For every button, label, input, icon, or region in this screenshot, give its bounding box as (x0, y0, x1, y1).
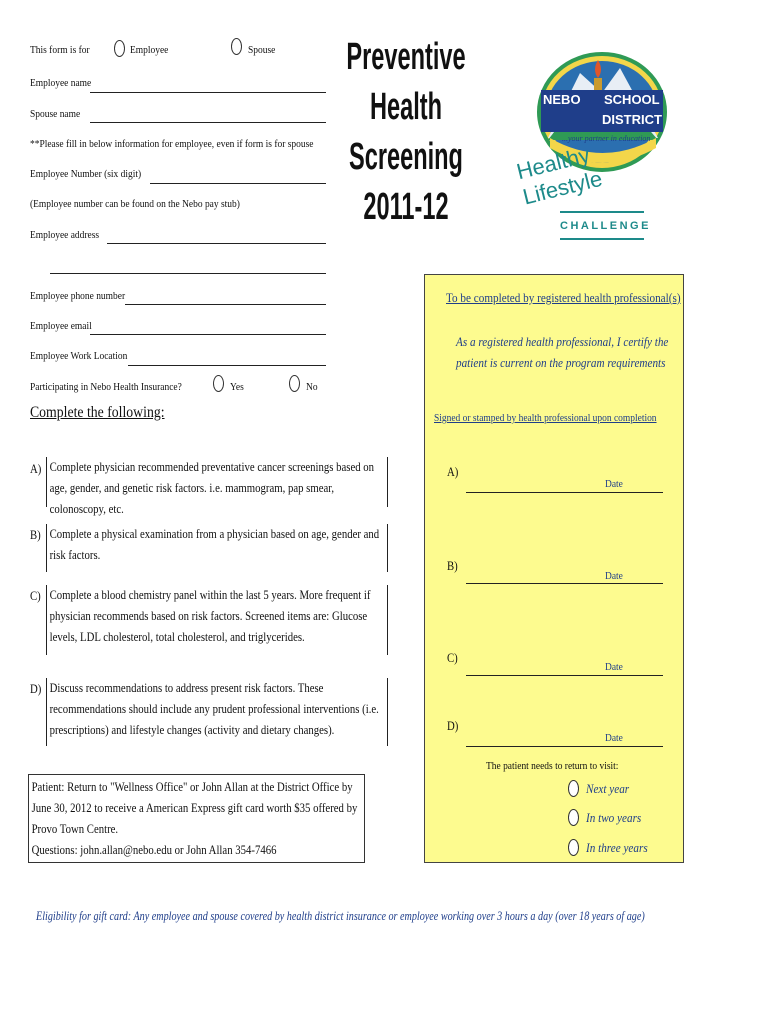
signature-c-letter: C) (447, 651, 458, 665)
form-for-label: This form is for (30, 44, 90, 56)
employee-address-field[interactable] (107, 243, 326, 244)
signature-c-date: Date (605, 661, 623, 673)
two-years-radio[interactable] (568, 809, 579, 826)
complete-heading: Complete the following: (30, 404, 165, 421)
item-d-box (46, 678, 388, 746)
logo-healthy-lifestyle: Healthy Lifestyle (514, 141, 605, 210)
return-label: The patient needs to return to visit: (486, 760, 619, 772)
employee-number-label: Employee Number (six digit) (30, 168, 142, 180)
item-d-text: Discuss recommendations to address present risk factors. These recommendations should include any prudent professional interventions (i.e. prescriptions) and lifestyle changes (activity and dietary changes). (49, 681, 379, 737)
certify-line-1: As a registered health professional, I certify the (456, 334, 669, 349)
insurance-no-radio[interactable] (289, 375, 300, 392)
insurance-question: Participating in Nebo Health Insurance? (30, 381, 182, 393)
item-b-text: Complete a physical examination from a physician based on age, gender and risk factors. (49, 527, 380, 562)
employee-email-field[interactable] (90, 334, 326, 335)
three-years-radio[interactable] (568, 839, 579, 856)
patient-line-1: Patient: Return to "Wellness Office" or John Allan at the District Office by (31, 780, 353, 794)
signature-c-line[interactable] (466, 675, 663, 676)
title-line-1: Preventive (346, 36, 466, 78)
item-a-letter: A) (30, 462, 42, 476)
logo-nebo: NEBO (543, 92, 581, 107)
page-title (296, 38, 516, 226)
certify-line-2: patient is current on the program requirements (456, 355, 666, 370)
work-location-label: Employee Work Location (30, 350, 128, 362)
employee-address-field-2[interactable] (50, 273, 326, 274)
nebo-logo (514, 28, 670, 246)
signature-d-date: Date (605, 732, 623, 744)
two-years-label: In two years (586, 810, 642, 825)
insurance-yes-label: Yes (230, 381, 244, 393)
logo-challenge: CHALLENGE (560, 220, 651, 232)
item-c-text: Complete a blood chemistry panel within the last 5 years. More frequent if physician recommends based on risk factors. Screened items are: Glucose levels, LDL cholesterol, total cholesterol, and triglycerides. (49, 588, 371, 644)
spouse-name-field[interactable] (90, 122, 326, 123)
logo-school: SCHOOL (604, 92, 660, 107)
item-b-box (46, 524, 388, 572)
spouse-name-label: Spouse name (30, 108, 81, 120)
patient-line-2: June 30, 2012 to receive a American Express gift card worth $35 offered by (31, 801, 358, 815)
item-a-text: Complete physician recommended preventative cancer screenings based on age, gender, and genetic risk factors. i.e. mammogram, pap smear, colonoscopy, etc. (49, 460, 375, 516)
signature-b-line[interactable] (466, 583, 663, 584)
title-line-3: Screening (349, 136, 463, 178)
three-years-label: In three years (586, 840, 648, 855)
logo-district: DISTRICT (602, 112, 662, 127)
employee-address-label: Employee address (30, 229, 100, 241)
patient-box (28, 774, 365, 863)
employee-number-note: (Employee number can be found on the Nebo pay stub) (30, 198, 240, 210)
item-b-letter: B) (30, 528, 41, 542)
insurance-yes-radio[interactable] (213, 375, 224, 392)
employee-radio[interactable] (114, 40, 125, 57)
patient-line-3: Provo Town Centre. (31, 822, 119, 836)
spouse-option-label: Spouse (248, 44, 276, 56)
signature-b-letter: B) (447, 559, 458, 573)
employee-name-label: Employee name (30, 77, 92, 89)
signature-d-letter: D) (447, 719, 459, 733)
eligibility-note: Eligibility for gift card: Any employee and spouse covered by health district insurance or employee working over 3 hours a day (over 18 years of age) (36, 908, 645, 923)
logo-challenge-rule-top (560, 211, 644, 213)
logo-challenge-rule-bottom (560, 238, 644, 240)
spouse-radio[interactable] (231, 38, 242, 55)
patient-line-4: Questions: john.allan@nebo.edu or John Allan 354-7466 (31, 843, 277, 857)
next-year-label: Next year (586, 781, 630, 796)
signature-a-letter: A) (447, 465, 459, 479)
employee-name-field[interactable] (90, 92, 326, 93)
employee-phone-label: Employee phone number (30, 290, 126, 302)
signature-b-date: Date (605, 570, 623, 582)
employee-email-label: Employee email (30, 320, 92, 332)
title-line-4: 2011-12 (363, 186, 449, 228)
employee-phone-field[interactable] (125, 304, 326, 305)
next-year-radio[interactable] (568, 780, 579, 797)
fill-note: **Please fill in below information for employee, even if form is for spouse (30, 138, 314, 150)
signature-a-line[interactable] (466, 492, 663, 493)
item-a-box (46, 457, 388, 516)
title-line-2: Health (369, 86, 442, 128)
logo-tagline: ...your partner in education (562, 134, 651, 143)
item-c-letter: C) (30, 589, 41, 603)
signature-d-line[interactable] (466, 746, 663, 747)
professional-heading: To be completed by registered health professional(s) (446, 290, 681, 305)
item-c-box (46, 585, 388, 655)
signature-a-date: Date (605, 478, 623, 490)
employee-option-label: Employee (130, 44, 169, 56)
item-d-letter: D) (30, 682, 42, 696)
insurance-no-label: No (306, 381, 318, 393)
signed-label: Signed or stamped by health professional upon completion (434, 412, 657, 424)
work-location-field[interactable] (128, 365, 326, 366)
